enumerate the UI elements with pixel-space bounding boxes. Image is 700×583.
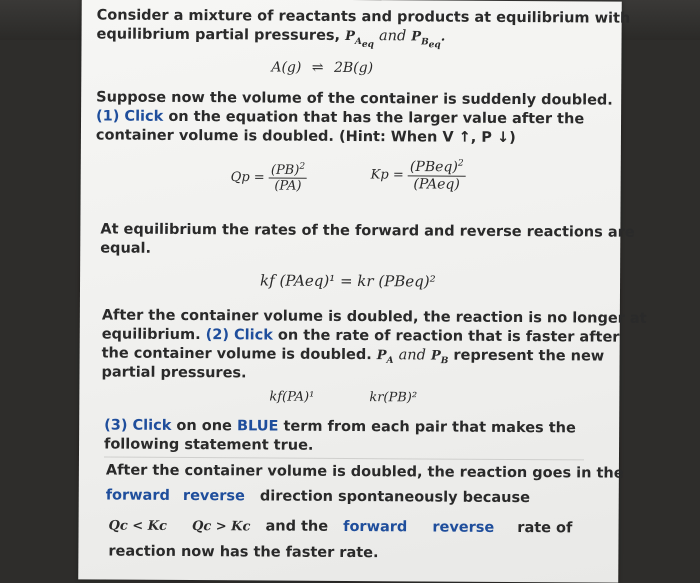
kp-equation[interactable]: Kp = $\frac{(PBeq)^2}{\text{(PAeq)}}$	[370, 158, 464, 193]
statement-line-1: After the container volume is doubled, the reaction goes in the	[105, 462, 624, 482]
qc-greater-than-kc-choice[interactable]: Qc > Kc	[191, 519, 251, 535]
q2-line-1: After the container volume is doubled, the reaction is no longer at	[101, 307, 647, 327]
statement-line-2: forward reverse direction spontaneously because	[105, 487, 531, 507]
reaction-equation: A(g) ⇌ 2B(g)	[271, 59, 374, 77]
intro-line-2: equilibrium partial pressures, $P_{A_{eq}}$ and $P_{B_{eq}}$.	[96, 26, 446, 50]
statement-line-4: reaction now has the faster rate.	[108, 543, 379, 562]
equilibrium-line-1: At equilibrium the rates of the forward and reverse reactions are	[100, 221, 635, 241]
pa-eq-symbol: $P_{A_{eq}}$	[345, 28, 374, 50]
q1-line-2: (1) Click on the equation that has the larger value after the	[96, 108, 585, 128]
reverse-direction-choice[interactable]: reverse	[182, 487, 245, 505]
q3-line-2: following statement true.	[104, 436, 314, 454]
question-panel	[78, 0, 647, 583]
equilibrium-arrow-icon: ⇌	[311, 59, 324, 76]
qp-equation[interactable]: Qp = $\frac{(PB)^2}{(PA)}$	[230, 161, 306, 195]
equilibrium-line-2: equal.	[100, 240, 152, 257]
q2-line-3: the container volume is doubled. $P_A$ and $P_B$ represent the new	[101, 345, 605, 367]
q1-line-1: Suppose now the volume of the container is suddenly doubled.	[96, 89, 613, 109]
q2-line-2: equilibrium. (2) Click on the rate of reaction that is faster after	[101, 326, 620, 346]
forward-rate-choice[interactable]: kf(PA)¹	[269, 389, 315, 405]
qc-less-than-kc-choice[interactable]: Qc < Kc	[108, 518, 168, 534]
q2-line-4: partial pressures.	[101, 364, 247, 382]
divider	[104, 457, 584, 461]
intro-line-1: Consider a mixture of reactants and products at equilibrium with	[96, 7, 631, 27]
statement-line-3: Qc < Kc Qc > Kc and the forward reverse rate of	[108, 518, 573, 537]
rates-equal-equation: kf (PAeq)¹ = kr (PBeq)²	[260, 271, 436, 291]
reverse-rate-choice[interactable]: kr(PB)²	[369, 390, 418, 406]
reverse-rate-term-choice[interactable]: reverse	[432, 519, 495, 536]
forward-direction-choice[interactable]: forward	[105, 487, 170, 504]
pb-eq-symbol: $P_{B_{eq}}$.	[411, 29, 446, 50]
q3-line-1: (3) Click on one BLUE term from each pair that makes the	[104, 417, 576, 437]
q1-line-3: container volume is doubled. (Hint: When V ↑, P ↓)	[95, 127, 516, 147]
forward-rate-term-choice[interactable]: forward	[343, 518, 408, 536]
